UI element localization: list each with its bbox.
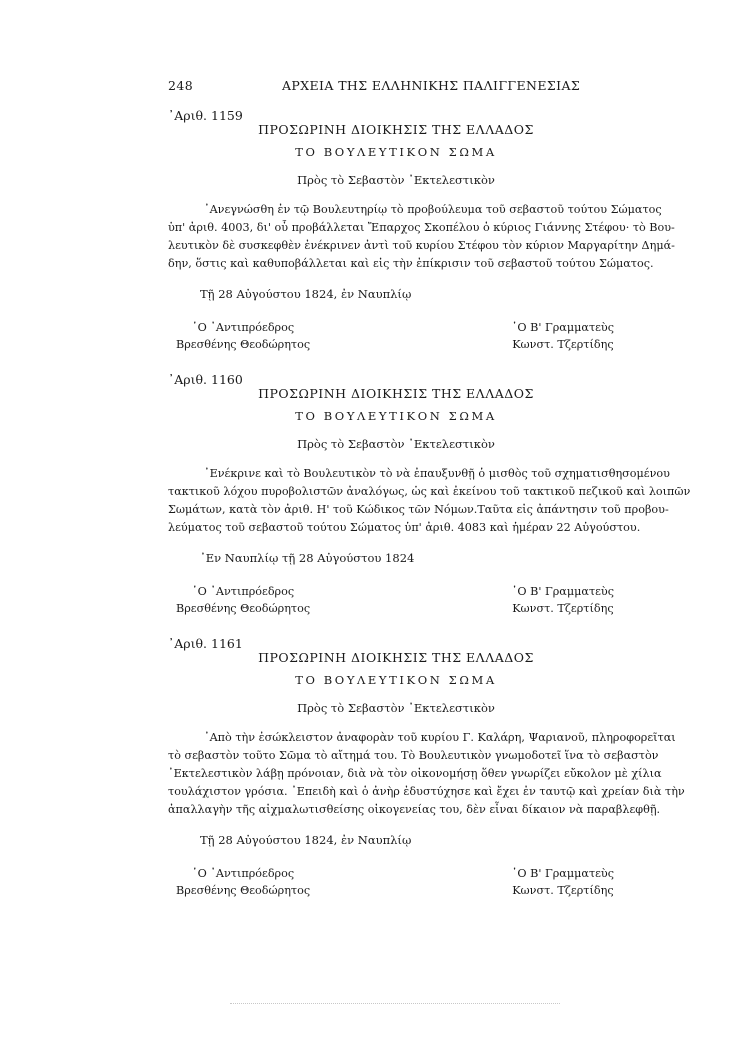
addressee: Πρὸς τὸ Σεβαστὸν ᾿Εκτελεστικὸν [297, 701, 495, 715]
document-title: ΠΡΟΣΩΡΙΝΗ ΔΙΟΙΚΗΣΙΣ ΤΗΣ ΕΛΛΑΔΟΣ [258, 650, 534, 665]
signature-vice-president [176, 583, 310, 617]
document-1160 [168, 372, 691, 623]
signature-role: ῾Ο Β' Γραμματεὺς [511, 321, 614, 334]
signature-role: ῾Ο Β' Γραμματεὺς [511, 585, 614, 598]
signature-name: Βρεσθένης Θεοδώρητος [176, 884, 311, 897]
body-line: ᾿Ανεγνώσθη ἐν τῷ Βουλευτηρίῳ τὸ προβούλευμα τοῦ σεβαστοῦ τούτου Σώματος [204, 203, 662, 216]
addressee: Πρὸς τὸ Σεβαστὸν ᾿Εκτελεστικὸν [297, 437, 495, 451]
document-number: ᾿Αριθ. 1160 [168, 372, 243, 387]
document-body [168, 729, 685, 819]
document-date: Τῇ 28 Αὐγούστου 1824, ἐν Ναυπλίῳ [200, 287, 412, 301]
body-line: τακτικοῦ λόχου πυροβολιστῶν ἀναλόγως, ὡς καὶ ἐκείνου τοῦ τακτικοῦ πεζικοῦ καὶ λοιπῶν [168, 485, 691, 498]
signatures [168, 583, 624, 623]
signature-role: ῾Ο ᾿Αντιπρόεδρος [191, 867, 295, 880]
document-1159 [168, 108, 675, 359]
page-number: 248 [168, 78, 194, 93]
document-number: ᾿Αριθ. 1161 [168, 636, 243, 651]
issuing-body: ΤΟ ΒΟΥΛΕΥΤΙΚΟΝ ΣΩΜΑ [295, 673, 497, 687]
page-header [168, 78, 624, 96]
body-line: τουλάχιστον γρόσια. ᾿Επειδὴ καὶ ὁ ἀνὴρ ἐδυστύχησε καὶ ἔχει ἐν ταυτῷ καὶ χρείαν διὰ τὴν [168, 785, 685, 798]
issuing-body: ΤΟ ΒΟΥΛΕΥΤΙΚΟΝ ΣΩΜΑ [295, 409, 497, 423]
signature-name: Βρεσθένης Θεοδώρητος [176, 602, 311, 615]
document-date: ᾿Εν Ναυπλίῳ τῇ 28 Αὐγούστου 1824 [200, 551, 415, 565]
body-line: ᾿Απὸ τὴν ἐσώκλειστον ἀναφορὰν τοῦ κυρίου Γ. Καλάρη, Ψαριανοῦ, πληροφορεῖται [204, 731, 676, 744]
body-line: λευτικὸν δὲ συσκεφθὲν ἐνέκρινεν ἀντὶ τοῦ κυρίου Στέφου τὸν κύριον Μαργαρίτην Δημά- [168, 239, 675, 252]
body-line: Σωμάτων, κατὰ τὸν ἀριθ. Η' τοῦ Κώδικος τῶν Νόμων.Ταῦτα εἰς ἀπάντησιν τοῦ προβου- [168, 503, 669, 516]
body-line: δην, ὅστις καὶ καθυποβάλλεται καὶ εἰς τὴν ἐπίκρισιν τοῦ σεβαστοῦ τούτου Σώματος. [168, 257, 654, 270]
document-title: ΠΡΟΣΩΡΙΝΗ ΔΙΟΙΚΗΣΙΣ ΤΗΣ ΕΛΛΑΔΟΣ [258, 122, 534, 137]
document-number: ᾿Αριθ. 1159 [168, 108, 243, 123]
document-1161 [168, 636, 685, 905]
document-body [168, 201, 675, 273]
signature-secretary [512, 583, 614, 617]
document-title: ΠΡΟΣΩΡΙΝΗ ΔΙΟΙΚΗΣΙΣ ΤΗΣ ΕΛΛΑΔΟΣ [258, 386, 534, 401]
signature-name: Κωνστ. Τζερτίδης [512, 338, 614, 351]
signatures [168, 865, 624, 905]
body-line: λεύματος τοῦ σεβαστοῦ τούτου Σώματος ὑπ' ἀριθ. 4083 καὶ ἡμέραν 22 Αὐγούστου. [168, 521, 641, 534]
signature-name: Κωνστ. Τζερτίδης [512, 602, 614, 615]
body-line: ὑπ' ἀριθ. 4003, δι' οὗ προβάλλεται Ἔπαρχος Σκοπέλου ὁ κύριος Γιάννης Στέφου· τὸ Βου- [168, 221, 675, 234]
signature-role: ῾Ο ᾿Αντιπρόεδρος [191, 321, 295, 334]
signature-secretary [512, 319, 614, 353]
signature-name: Κωνστ. Τζερτίδης [512, 884, 614, 897]
signature-role: ῾Ο ᾿Αντιπρόεδρος [191, 585, 295, 598]
scan-artifact-line [230, 1003, 560, 1006]
body-line: ἀπαλλαγὴν τῆς αἰχμαλωτισθείσης οἰκογενείας του, δὲν εἶναι δίκαιον νὰ παραβλεφθῇ. [168, 803, 661, 816]
signature-name: Βρεσθένης Θεοδώρητος [176, 338, 311, 351]
signatures [168, 319, 624, 359]
body-line: τὸ σεβαστὸν τοῦτο Σῶμα τὸ αἴτημά του. Τὸ Βουλευτικὸν γνωμοδοτεῖ ἵνα τὸ σεβαστὸν [168, 749, 659, 762]
running-title: ΑΡΧΕΙΑ ΤΗΣ ΕΛΛΗΝΙΚΗΣ ΠΑΛΙΓΓΕΝΕΣΙΑΣ [282, 78, 581, 93]
document-date: Τῇ 28 Αὐγούστου 1824, ἐν Ναυπλίῳ [200, 833, 412, 847]
signature-role: ῾Ο Β' Γραμματεὺς [511, 867, 614, 880]
addressee: Πρὸς τὸ Σεβαστὸν ᾿Εκτελεστικὸν [297, 173, 495, 187]
signature-vice-president [176, 319, 310, 353]
signature-secretary [512, 865, 614, 899]
signature-vice-president [176, 865, 310, 899]
issuing-body: ΤΟ ΒΟΥΛΕΥΤΙΚΟΝ ΣΩΜΑ [295, 145, 497, 159]
document-body [168, 465, 691, 537]
body-line: ᾿Ενέκρινε καὶ τὸ Βουλευτικὸν τὸ νὰ ἐπαυξυνθῇ ὁ μισθὸς τοῦ σχηματισθησομένου [204, 467, 670, 480]
body-line: ᾿Εκτελεστικὸν λάβῃ πρόνοιαν, διὰ νὰ τὸν οἰκονομήσῃ ὅθεν γνωρίζει εὔκολον μὲ χίλια [168, 767, 662, 780]
